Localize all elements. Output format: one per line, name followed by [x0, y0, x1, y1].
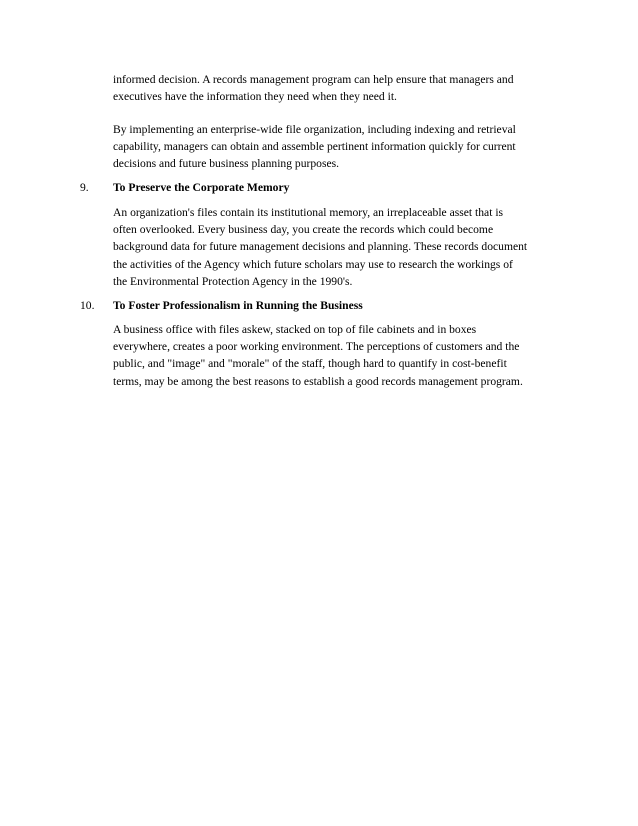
text-line: executives have the information they need when they need it.: [113, 90, 397, 104]
section-10-body: [113, 321, 573, 390]
continued-paragraph: [113, 71, 573, 105]
text-line: everywhere, creates a poor working environment. The perceptions of customers and the: [113, 340, 520, 354]
text-line: A business office with files askew, stacked on top of file cabinets and in boxes: [113, 323, 477, 336]
text-line: background data for future management decisions and planning. These records document: [113, 240, 528, 254]
section-10-heading: [80, 297, 363, 314]
text-line: often overlooked. Every business day, you create the records which could become: [113, 223, 494, 237]
section-10-title: To Foster Professionalism in Running the Business: [113, 299, 363, 312]
enterprise-file-paragraph: [113, 121, 573, 173]
text-line: decisions and future business planning purposes.: [113, 157, 340, 171]
section-9-body: [113, 204, 573, 290]
section-9-title: To Preserve the Corporate Memory: [113, 181, 290, 194]
text-line: public, and "image" and "morale" of the staff, though hard to quantify in cost-benefit: [113, 357, 507, 371]
text-line: the Environmental Protection Agency in the 1990's.: [113, 274, 353, 288]
section-9-heading: [80, 179, 289, 196]
text-line: terms, may be among the best reasons to establish a good records management program.: [113, 374, 523, 388]
section-9-number: 9.: [80, 181, 89, 194]
text-line: the activities of the Agency which future scholars may use to research the workings of: [113, 257, 513, 271]
section-10-number: 10.: [80, 299, 95, 312]
text-line: informed decision. A records management program can help ensure that managers and: [113, 73, 514, 86]
text-line: capability, managers can obtain and assemble pertinent information quickly for current: [113, 140, 516, 154]
text-line: By implementing an enterprise-wide file organization, including indexing and retrieval: [113, 123, 516, 136]
text-line: An organization's files contain its institutional memory, an irreplaceable asset that is: [113, 206, 504, 219]
